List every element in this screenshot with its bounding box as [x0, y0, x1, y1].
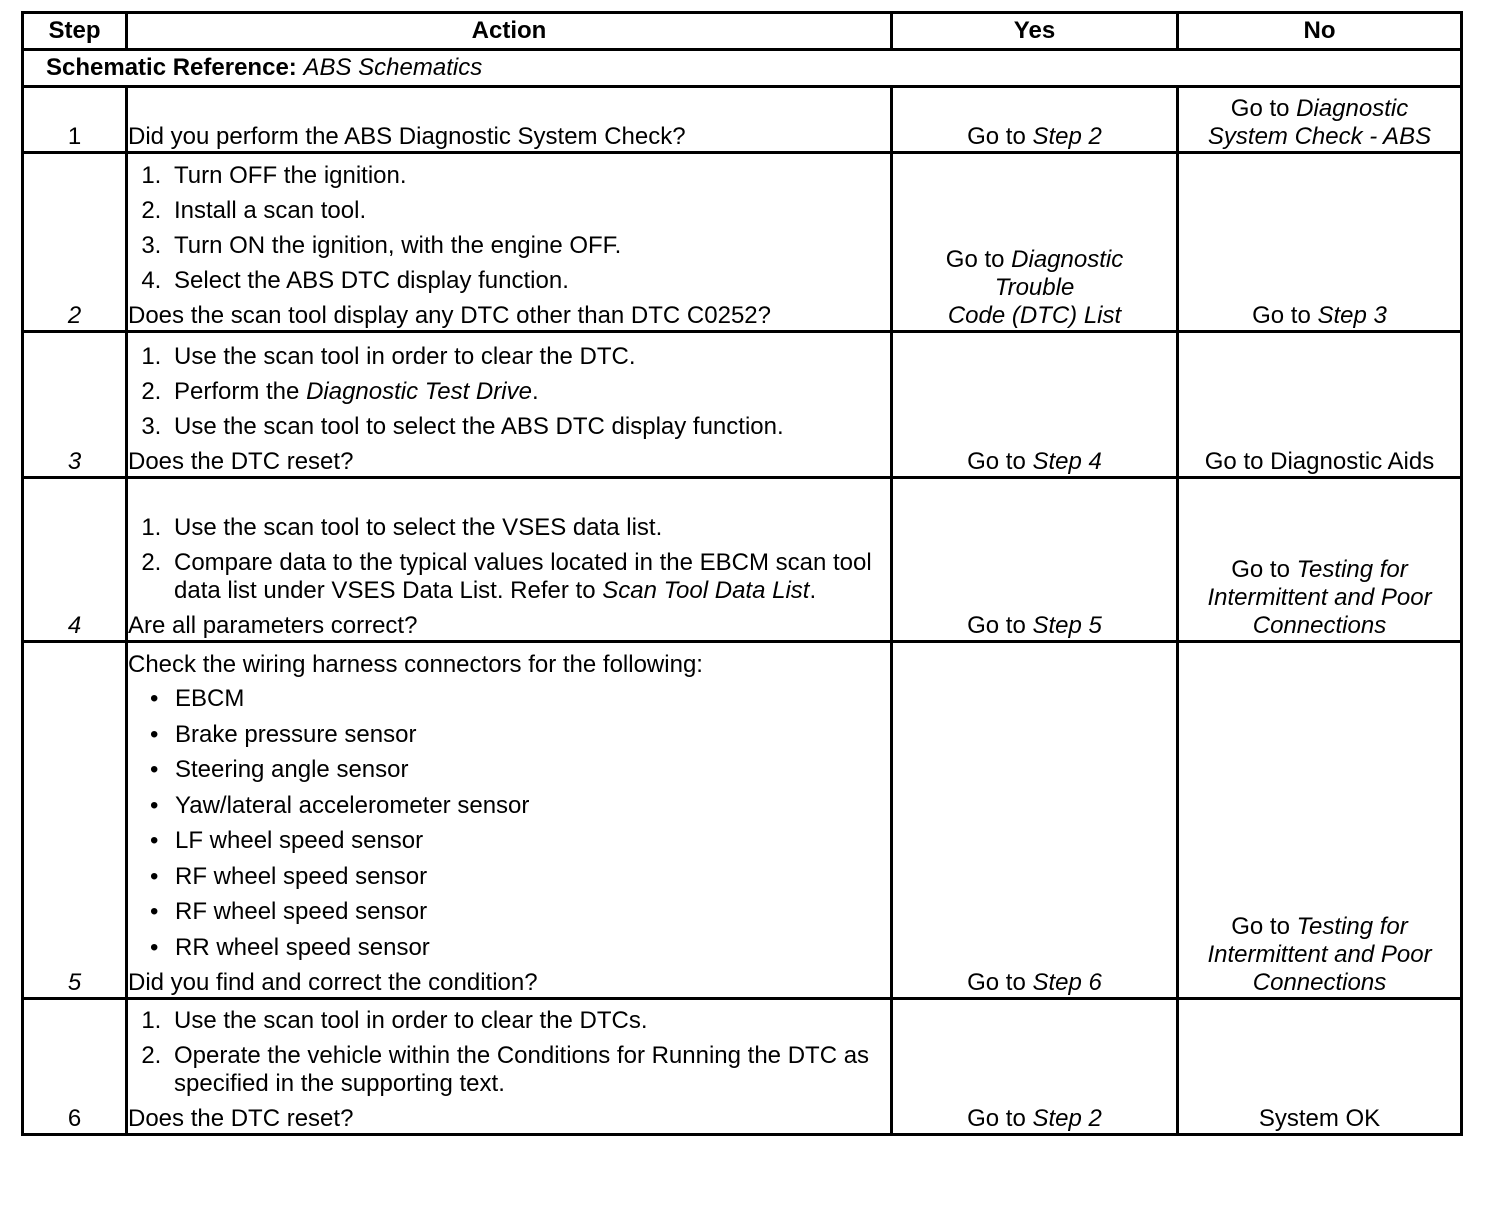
yes-prefix: Go to	[967, 1105, 1026, 1132]
instruction-item: 2. Compare data to the typical values located in the EBCM scan tool data list under VSES Data List. Refer to Scan Tool Data List.	[168, 549, 890, 605]
no-link[interactable]: Step 3	[1317, 302, 1387, 329]
instruction-list	[128, 514, 890, 605]
instruction-item: 2. Install a scan tool.	[168, 197, 890, 225]
step-number: 4	[23, 478, 127, 642]
step-number: 6	[23, 999, 127, 1135]
no-cell	[1178, 642, 1462, 999]
check-intro: Check the wiring harness connectors for the following:	[128, 651, 703, 678]
reference-label: Schematic Reference:	[46, 54, 297, 81]
no-cell	[1178, 332, 1462, 478]
bullet-icon: •	[150, 898, 159, 925]
step-number: 1	[23, 87, 127, 153]
bullet-icon: •	[150, 933, 159, 961]
table-row	[23, 332, 1462, 478]
no-link[interactable]: Intermittent and Poor	[1207, 941, 1432, 968]
reference-link[interactable]: ABS Schematics	[303, 54, 483, 81]
yes-cell	[892, 153, 1178, 332]
instruction-link[interactable]: Scan Tool Data List	[602, 577, 810, 604]
instruction-link[interactable]: Diagnostic Test Drive	[306, 378, 532, 405]
no-link[interactable]: Connections	[1252, 969, 1387, 996]
diagnostic-table	[21, 11, 1463, 1136]
yes-cell	[892, 999, 1178, 1135]
list-item: • Yaw/lateral accelerometer sensor	[150, 791, 530, 819]
list-item: • RF wheel speed sensor	[150, 862, 428, 890]
header-yes: Yes	[892, 13, 1178, 50]
no-cell	[1178, 87, 1462, 153]
step-number: 3	[23, 332, 127, 478]
yes-link[interactable]: Step 2	[1032, 123, 1102, 150]
instruction-item: 2. Perform the Diagnostic Test Drive.	[168, 378, 890, 406]
no-cell	[1178, 153, 1462, 332]
yes-link[interactable]: Step 5	[1032, 612, 1102, 639]
table-row	[23, 87, 1462, 153]
bullet-icon: •	[150, 827, 159, 854]
no-link[interactable]: Connections	[1252, 612, 1387, 639]
no-prefix: Go to	[1252, 302, 1311, 329]
list-item: • RF wheel speed sensor	[150, 898, 428, 925]
yes-cell	[892, 87, 1178, 153]
action-cell	[127, 332, 892, 478]
instruction-item: 2. Operate the vehicle within the Conditions for Running the DTC as specified in the supporting text.	[168, 1042, 890, 1098]
header-row	[23, 13, 1462, 50]
yes-prefix: Go to	[967, 448, 1026, 475]
reference-row	[23, 50, 1462, 87]
yes-link[interactable]: Step 4	[1032, 448, 1102, 475]
list-item: • EBCM	[150, 685, 245, 712]
table-row	[23, 999, 1462, 1135]
no-link[interactable]: Testing for	[1296, 556, 1408, 583]
no-cell	[1178, 999, 1462, 1135]
yes-link[interactable]: Trouble	[994, 274, 1075, 301]
list-item: • LF wheel speed sensor	[150, 827, 424, 854]
no-result: System OK	[1258, 1105, 1381, 1132]
no-link[interactable]: Go to Diagnostic Aids	[1204, 448, 1435, 475]
table-row	[23, 642, 1462, 999]
action-cell	[127, 642, 892, 999]
bullet-icon: •	[150, 756, 159, 783]
question-text: Does the DTC reset?	[128, 1105, 354, 1132]
bullet-icon: •	[150, 685, 159, 712]
bullet-icon: •	[150, 791, 159, 819]
question-text: Does the DTC reset?	[128, 448, 354, 475]
instruction-item: 3. Turn ON the ignition, with the engine OFF.	[168, 232, 890, 260]
instruction-list	[128, 1007, 890, 1098]
yes-link[interactable]: Step 2	[1032, 1105, 1102, 1132]
header-step: Step	[23, 13, 127, 50]
table-row	[23, 478, 1462, 642]
no-prefix: Go to	[1231, 913, 1290, 940]
yes-link[interactable]: Diagnostic	[1011, 246, 1124, 273]
yes-prefix: Go to	[967, 969, 1026, 996]
list-item: • Steering angle sensor	[150, 756, 409, 783]
step-number: 5	[23, 642, 127, 999]
instruction-item: 1. Use the scan tool in order to clear the DTCs.	[168, 1007, 890, 1035]
action-cell	[127, 999, 892, 1135]
step-number: 2	[23, 153, 127, 332]
no-prefix: Go to	[1231, 556, 1290, 583]
yes-prefix: Go to	[945, 246, 1005, 273]
table-row	[23, 153, 1462, 332]
no-cell	[1178, 478, 1462, 642]
yes-prefix: Go to	[967, 612, 1026, 639]
yes-cell	[892, 332, 1178, 478]
no-link[interactable]: Testing for	[1296, 913, 1408, 940]
yes-link[interactable]: Code (DTC) List	[947, 302, 1122, 329]
action-cell	[127, 153, 892, 332]
no-link[interactable]: Intermittent and Poor	[1207, 584, 1432, 611]
no-link[interactable]: Diagnostic	[1296, 95, 1409, 122]
no-link[interactable]: System Check - ABS	[1207, 123, 1432, 150]
action-cell	[127, 87, 892, 153]
instruction-item: 4. Select the ABS DTC display function.	[168, 267, 890, 295]
yes-link[interactable]: Step 6	[1032, 969, 1102, 996]
header-no: No	[1178, 13, 1462, 50]
header-action: Action	[127, 13, 892, 50]
action-cell	[127, 478, 892, 642]
list-item: • RR wheel speed sensor	[150, 933, 430, 961]
instruction-item: 1. Use the scan tool to select the VSES data list.	[168, 514, 890, 542]
list-item: • Brake pressure sensor	[150, 720, 417, 748]
bullet-icon: •	[150, 862, 159, 890]
instruction-item: 1. Turn OFF the ignition.	[168, 162, 890, 190]
instruction-list	[128, 162, 890, 295]
yes-cell	[892, 478, 1178, 642]
yes-cell	[892, 642, 1178, 999]
no-prefix: Go to	[1230, 95, 1290, 122]
question-text: Did you find and correct the condition?	[128, 969, 538, 996]
bullet-icon: •	[150, 720, 159, 748]
schematic-reference	[23, 50, 1462, 87]
question-text: Are all parameters correct?	[128, 612, 418, 639]
instruction-item: 1. Use the scan tool in order to clear the DTC.	[168, 343, 890, 371]
question-text: Does the scan tool display any DTC other than DTC C0252?	[128, 302, 771, 329]
instruction-item: 3. Use the scan tool to select the ABS DTC display function.	[168, 413, 890, 441]
question-text: Did you perform the ABS Diagnostic System Check?	[128, 123, 686, 150]
connector-list	[128, 685, 890, 962]
instruction-list	[128, 343, 890, 441]
yes-prefix: Go to	[967, 123, 1026, 150]
